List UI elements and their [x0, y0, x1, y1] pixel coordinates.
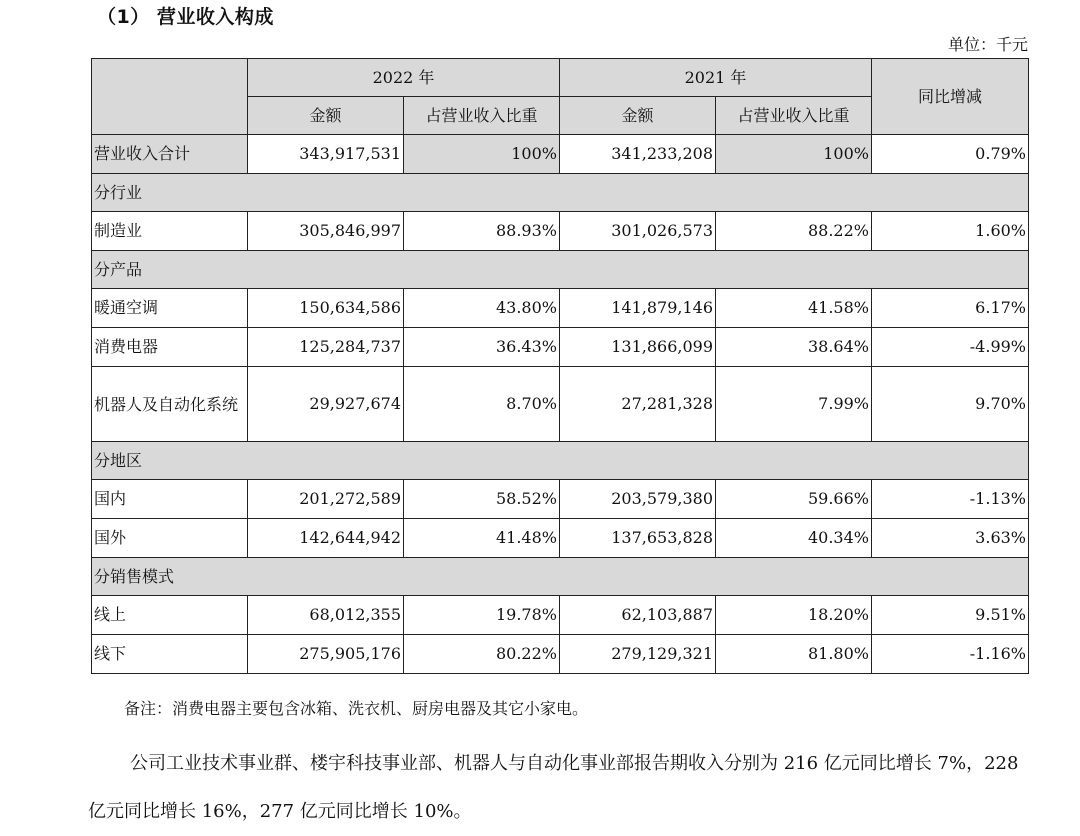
amount-2021-cell: 137,653,828	[560, 519, 716, 558]
row-label: 营业收入合计	[92, 135, 248, 174]
share-2022-cell: 36.43%	[404, 328, 560, 367]
share-2022-cell: 88.93%	[404, 212, 560, 251]
table-row	[92, 480, 1029, 519]
yoy-cell: 9.70%	[872, 367, 1029, 442]
share-2021-cell: 100%	[716, 135, 872, 174]
table-row	[92, 596, 1029, 635]
share-2021-cell: 81.80%	[716, 635, 872, 674]
amount-2022-cell: 29,927,674	[248, 367, 404, 442]
section-row	[92, 558, 1029, 596]
section-row	[92, 442, 1029, 480]
table-row	[92, 367, 1029, 442]
share-2022-cell: 19.78%	[404, 596, 560, 635]
amount-2021-cell: 341,233,208	[560, 135, 716, 174]
header-blank-cell	[92, 59, 248, 135]
row-label: 机器人及自动化系统	[92, 367, 248, 442]
yoy-cell: -4.99%	[872, 328, 1029, 367]
table-row	[92, 328, 1029, 367]
yoy-cell: 9.51%	[872, 596, 1029, 635]
header-amount-2021: 金额	[560, 97, 716, 135]
header-yoy: 同比增减	[872, 59, 1029, 135]
yoy-cell: 3.63%	[872, 519, 1029, 558]
row-label: 暖通空调	[92, 289, 248, 328]
share-2021-cell: 59.66%	[716, 480, 872, 519]
amount-2021-cell: 27,281,328	[560, 367, 716, 442]
yoy-cell: 6.17%	[872, 289, 1029, 328]
amount-2021-cell: 131,866,099	[560, 328, 716, 367]
amount-2022-cell: 343,917,531	[248, 135, 404, 174]
amount-2022-cell: 68,012,355	[248, 596, 404, 635]
share-2021-cell: 38.64%	[716, 328, 872, 367]
table-row	[92, 212, 1029, 251]
section-title: 分行业	[92, 174, 1029, 212]
yoy-cell: 1.60%	[872, 212, 1029, 251]
table-row	[92, 519, 1029, 558]
header-share-2022: 占营业收入比重	[404, 97, 560, 135]
share-2021-cell: 18.20%	[716, 596, 872, 635]
amount-2022-cell: 275,905,176	[248, 635, 404, 674]
table-row-total	[92, 135, 1029, 174]
header-year-2022: 2022 年	[248, 59, 560, 97]
row-label: 国内	[92, 480, 248, 519]
share-2022-cell: 8.70%	[404, 367, 560, 442]
section-title: 分销售模式	[92, 558, 1029, 596]
amount-2021-cell: 62,103,887	[560, 596, 716, 635]
row-label: 线下	[92, 635, 248, 674]
amount-2022-cell: 305,846,997	[248, 212, 404, 251]
header-year-2021: 2021 年	[560, 59, 872, 97]
table-row	[92, 289, 1029, 328]
row-label: 消费电器	[92, 328, 248, 367]
row-label: 制造业	[92, 212, 248, 251]
amount-2021-cell: 279,129,321	[560, 635, 716, 674]
table-footnote: 备注：消费电器主要包含冰箱、洗衣机、厨房电器及其它小家电。	[124, 699, 589, 718]
section-title: 分地区	[92, 442, 1029, 480]
amount-2021-cell: 301,026,573	[560, 212, 716, 251]
section-title: 分产品	[92, 251, 1029, 289]
amount-2022-cell: 142,644,942	[248, 519, 404, 558]
amount-2022-cell: 201,272,589	[248, 480, 404, 519]
yoy-cell: -1.13%	[872, 480, 1029, 519]
share-2022-cell: 41.48%	[404, 519, 560, 558]
share-2021-cell: 7.99%	[716, 367, 872, 442]
share-2021-cell: 41.58%	[716, 289, 872, 328]
body-paragraph: 公司工业技术事业群、楼宇科技事业部、机器人与自动化事业部报告期收入分别为 216 亿元同比增长 7%，228 亿元同比增长 16%，277 亿元同比增长 10%。	[88, 753, 1019, 822]
share-2022-cell: 100%	[404, 135, 560, 174]
unit-label: 单位：千元	[947, 35, 1028, 54]
row-label: 国外	[92, 519, 248, 558]
yoy-cell: -1.16%	[872, 635, 1029, 674]
share-2022-cell: 80.22%	[404, 635, 560, 674]
yoy-cell: 0.79%	[872, 135, 1029, 174]
share-2021-cell: 40.34%	[716, 519, 872, 558]
share-2022-cell: 43.80%	[404, 289, 560, 328]
share-2021-cell: 88.22%	[716, 212, 872, 251]
revenue-composition-table	[91, 58, 1029, 674]
amount-2021-cell: 141,879,146	[560, 289, 716, 328]
amount-2022-cell: 125,284,737	[248, 328, 404, 367]
header-share-2021: 占营业收入比重	[716, 97, 872, 135]
header-amount-2022: 金额	[248, 97, 404, 135]
share-2022-cell: 58.52%	[404, 480, 560, 519]
amount-2021-cell: 203,579,380	[560, 480, 716, 519]
row-label: 线上	[92, 596, 248, 635]
section-heading: （1） 营业收入构成	[97, 6, 274, 28]
section-row	[92, 174, 1029, 212]
section-row	[92, 251, 1029, 289]
amount-2022-cell: 150,634,586	[248, 289, 404, 328]
table-row	[92, 635, 1029, 674]
